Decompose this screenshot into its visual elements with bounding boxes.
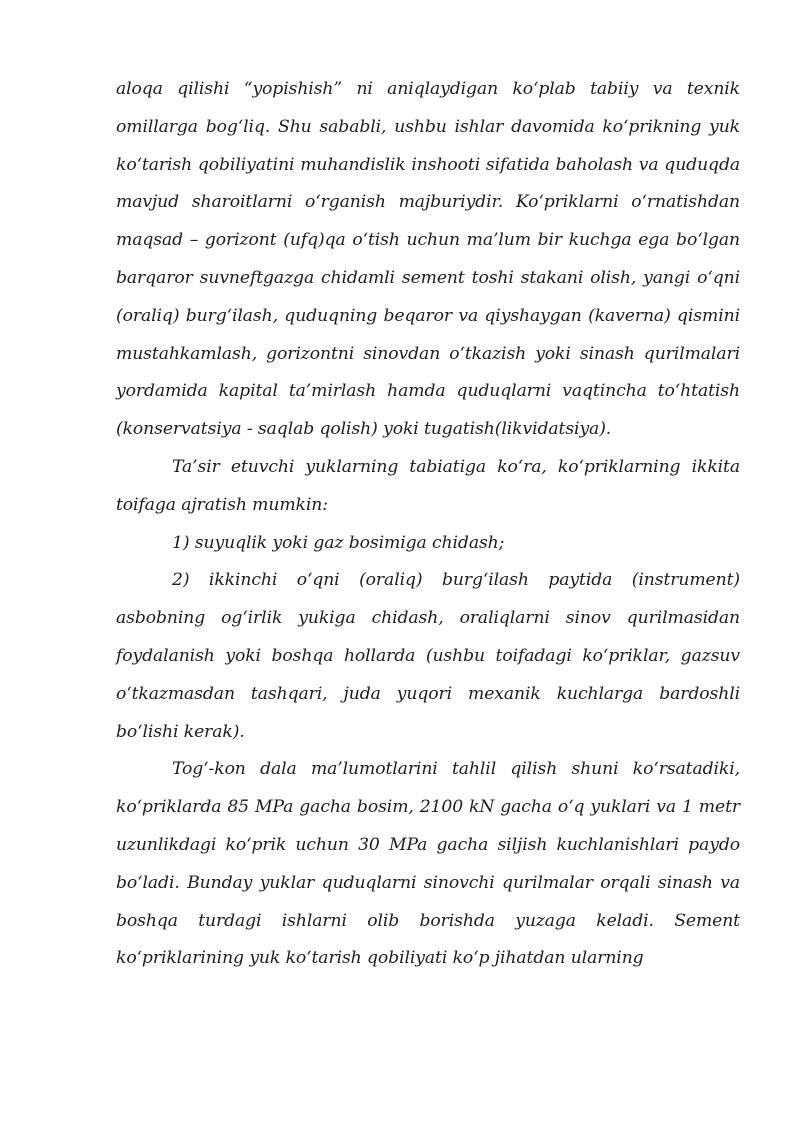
paragraph-field-data-analysis: Tog‘-kon dala ma’lumotlarini tahlil qilish shuni ko‘rsatadiki, ko‘priklarda 85 MPa gacha bosim, 2100 kN gacha o‘q yuklari va 1 metr uzunlikdagi ko‘prik uchun 30 MPa gacha siljish kuchlanishlari paydo bo‘ladi. Bunday yuklar quduqlarni sinovchi qurilmalar orqali sinash va boshqa turdagi ishlarni olib borishda yuzaga keladi. Sement ko‘priklarining yuk ko‘tarish qobiliyati ko‘p jihatdan ularning [116,759,740,969]
document-page [116,71,740,978]
list-item-2: 2) ikkinchi o‘qni (oraliq) burg‘ilash paytida (instrument) asbobning og‘irlik yukiga chidash, oraliqlarni sinov qurilmasidan foydalanish yoki boshqa hollarda (ushbu toifadagi ko‘priklar, gazsuv o‘tkazmasdan tashqari, juda yuqori mexanik kuchlarga bardoshli bo‘lishi kerak). [116,570,740,742]
paragraph-continuation: aloqa qilishi “yopishish” ni aniqlaydigan ko‘plab tabiiy va texnik omillarga bog‘liq. Shu sababli, ushbu ishlar davomida ko‘prikning yuk ko‘tarish qobiliyatini muhandislik inshooti sifatida baholash va quduqda mavjud sharoitlarni o‘rganish majburiydir. Ko‘priklarni o‘rnatishdan maqsad – gorizont (ufq)qa o‘tish uchun ma’lum bir kuchga ega bo‘lgan barqaror suvneftgazga chidamli sement toshi stakani olish, yangi o‘qni (oraliq) burg‘ilash, quduqning beqaror va qiyshaygan (kaverna) qismini mustahkamlash, gorizontni sinovdan o‘tkazish yoki sinash qurilmalari yordamida kapital ta’mirlash hamda quduqlarni vaqtincha to‘htatish (konservatsiya - saqlab qolish) yoki tugatish(likvidatsiya). [116,79,740,440]
paragraph-load-categories-intro: Ta’sir etuvchi yuklarning tabiatiga ko‘ra, ko‘priklarning ikkita toifaga ajratish mumkin: [116,456,740,515]
list-item-1: 1) suyuqlik yoki gaz bosimiga chidash; [172,532,505,553]
